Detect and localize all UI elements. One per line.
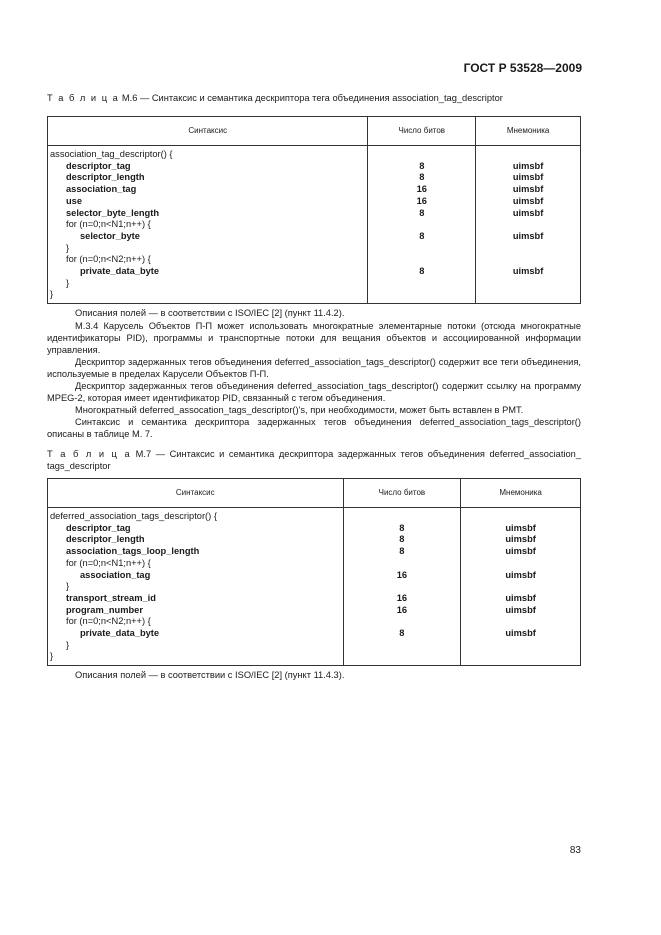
- syntax-cell: }: [48, 651, 344, 665]
- bits-cell: 8: [343, 546, 461, 558]
- table-m6-note: Описания полей — в соответствии с ISO/IEC [2] (пункт 11.4.2).: [75, 308, 345, 318]
- syntax-cell: selector_byte_length: [48, 208, 368, 220]
- bits-cell: [368, 243, 476, 255]
- table-row: [48, 628, 581, 640]
- mnemonic-cell: [476, 278, 581, 290]
- syntax-cell: }: [48, 289, 368, 303]
- col-header-bits: Число битов: [343, 479, 461, 508]
- syntax-cell: association_tag: [48, 184, 368, 196]
- mnemonic-cell: [461, 616, 581, 628]
- syntax-cell: descriptor_length: [48, 172, 368, 184]
- syntax-cell: descriptor_tag: [48, 523, 344, 535]
- table-m7-note: Описания полей — в соответствии с ISO/IEC [2] (пункт 11.4.3).: [75, 670, 345, 680]
- bits-cell: 16: [343, 570, 461, 582]
- document-code: ГОСТ Р 53528—2009: [463, 61, 582, 75]
- bits-cell: [368, 146, 476, 161]
- bits-cell: [343, 651, 461, 665]
- mnemonic-cell: uimsbf: [476, 172, 581, 184]
- mnemonic-cell: uimsbf: [461, 523, 581, 535]
- mnemonic-cell: uimsbf: [476, 196, 581, 208]
- mnemonic-cell: uimsbf: [461, 570, 581, 582]
- bits-cell: 16: [368, 196, 476, 208]
- bits-cell: [368, 254, 476, 266]
- paragraph: Дескриптор задержанных тегов объединения deferred_association_tags_descriptor() содержит ссылку на программу MPEG-2, которая имеет идентификатор PID, связанный с тегом объединения.: [47, 381, 581, 403]
- bits-cell: [368, 278, 476, 290]
- syntax-cell: for (n=0;n<N2;n++) {: [48, 616, 344, 628]
- bits-cell: [343, 581, 461, 593]
- mnemonic-cell: uimsbf: [476, 266, 581, 278]
- syntax-cell: descriptor_length: [48, 534, 344, 546]
- syntax-cell: for (n=0;n<N1;n++) {: [48, 219, 368, 231]
- bits-cell: 8: [343, 523, 461, 535]
- syntax-cell: private_data_byte: [48, 266, 368, 278]
- table-row: [48, 581, 581, 593]
- syntax-cell: }: [48, 581, 344, 593]
- syntax-cell: }: [48, 243, 368, 255]
- syntax-cell: association_tag_descriptor() {: [48, 146, 368, 161]
- mnemonic-cell: uimsbf: [461, 546, 581, 558]
- table-row: [48, 219, 581, 231]
- table-row: [48, 523, 581, 535]
- bits-cell: [343, 640, 461, 652]
- mnemonic-cell: [476, 243, 581, 255]
- bits-cell: [368, 219, 476, 231]
- syntax-cell: for (n=0;n<N2;n++) {: [48, 254, 368, 266]
- bits-cell: 8: [368, 231, 476, 243]
- syntax-cell: }: [48, 640, 344, 652]
- caption-label: Т а б л и ц а: [47, 93, 120, 103]
- mnemonic-cell: uimsbf: [461, 605, 581, 617]
- bits-cell: 8: [343, 628, 461, 640]
- mnemonic-cell: [461, 508, 581, 523]
- syntax-cell: deferred_association_tags_descriptor() {: [48, 508, 344, 523]
- mnemonic-cell: [476, 289, 581, 303]
- table-row: [48, 254, 581, 266]
- table-row: [48, 593, 581, 605]
- table-row: [48, 546, 581, 558]
- caption-text: М.7 — Синтаксис и семантика дескриптора задержанных тегов объединения deferred_association_ tags_descriptor: [47, 449, 581, 471]
- syntax-cell: private_data_byte: [48, 628, 344, 640]
- mnemonic-cell: [476, 254, 581, 266]
- bits-cell: [368, 289, 476, 303]
- col-header-mnemonic: Мнемоника: [476, 117, 581, 146]
- table-row: [48, 605, 581, 617]
- caption-label: Т а б л и ц а: [47, 449, 132, 459]
- table-row: [48, 208, 581, 220]
- bits-cell: 8: [368, 266, 476, 278]
- table-row: [48, 146, 581, 161]
- table-row: [48, 278, 581, 290]
- bits-cell: 16: [343, 605, 461, 617]
- bits-cell: [343, 508, 461, 523]
- caption-text: М.6 — Синтаксис и семантика дескриптора тега объединения association_tag_descriptor: [119, 93, 503, 103]
- table-row: [48, 231, 581, 243]
- page-number: 83: [569, 845, 581, 856]
- table-row: [48, 243, 581, 255]
- paragraph: Синтаксис и семантика дескриптора задержанных тегов объединения deferred_association_tags_descriptor() описаны в таблице М. 7.: [47, 417, 581, 439]
- table-m7-caption: [47, 448, 581, 472]
- table-row: [48, 558, 581, 570]
- table-row: [48, 266, 581, 278]
- table-row: [48, 570, 581, 582]
- syntax-cell: descriptor_tag: [48, 161, 368, 173]
- mnemonic-cell: uimsbf: [476, 161, 581, 173]
- mnemonic-cell: uimsbf: [476, 231, 581, 243]
- bits-cell: 16: [343, 593, 461, 605]
- bits-cell: [343, 558, 461, 570]
- paragraph: Многократный deferred_assocation_tags_descriptor()'s, при необходимости, может быть вставлен в PMT.: [75, 405, 524, 415]
- bits-cell: 16: [368, 184, 476, 196]
- mnemonic-cell: uimsbf: [476, 208, 581, 220]
- table-row: [48, 616, 581, 628]
- table-m6-caption: [47, 92, 581, 104]
- col-header-syntax: Синтаксис: [48, 479, 344, 508]
- col-header-syntax: Синтаксис: [48, 117, 368, 146]
- mnemonic-cell: uimsbf: [461, 534, 581, 546]
- table-m7: [47, 478, 581, 666]
- mnemonic-cell: uimsbf: [476, 184, 581, 196]
- table-row: [48, 534, 581, 546]
- col-header-mnemonic: Мнемоника: [461, 479, 581, 508]
- bits-cell: 8: [368, 208, 476, 220]
- syntax-cell: use: [48, 196, 368, 208]
- mnemonic-cell: [461, 558, 581, 570]
- bits-cell: 8: [343, 534, 461, 546]
- mnemonic-cell: [461, 640, 581, 652]
- paragraph: Дескриптор задержанных тегов объединения deferred_association_tags_descriptor() содержит все теги объединения, используемые в пределах Карусели Объектов П-П.: [47, 357, 581, 379]
- table-row: [48, 640, 581, 652]
- col-header-bits: Число битов: [368, 117, 476, 146]
- mnemonic-cell: [461, 581, 581, 593]
- syntax-cell: association_tags_loop_length: [48, 546, 344, 558]
- table-row: [48, 289, 581, 303]
- mnemonic-cell: [461, 651, 581, 665]
- bits-cell: [343, 616, 461, 628]
- mnemonic-cell: [476, 219, 581, 231]
- syntax-cell: program_number: [48, 605, 344, 617]
- table-row: [48, 184, 581, 196]
- syntax-cell: selector_byte: [48, 231, 368, 243]
- mnemonic-cell: [476, 146, 581, 161]
- syntax-cell: association_tag: [48, 570, 344, 582]
- syntax-cell: for (n=0;n<N1;n++) {: [48, 558, 344, 570]
- table-row: [48, 161, 581, 173]
- mnemonic-cell: uimsbf: [461, 628, 581, 640]
- table-row: [48, 172, 581, 184]
- table-m6: [47, 116, 581, 304]
- table-row: [48, 508, 581, 523]
- syntax-cell: }: [48, 278, 368, 290]
- bits-cell: 8: [368, 161, 476, 173]
- syntax-cell: transport_stream_id: [48, 593, 344, 605]
- paragraph: М.3.4 Карусель Объектов П-П может использовать многократные элементарные потоки (отсюда многократные идентификаторы PID), программы и транспортные потоки для вещания объектов и ассоциированной информации управления.: [47, 321, 581, 355]
- body-text: [47, 320, 581, 440]
- table-row: [48, 196, 581, 208]
- bits-cell: 8: [368, 172, 476, 184]
- table-row: [48, 651, 581, 665]
- mnemonic-cell: uimsbf: [461, 593, 581, 605]
